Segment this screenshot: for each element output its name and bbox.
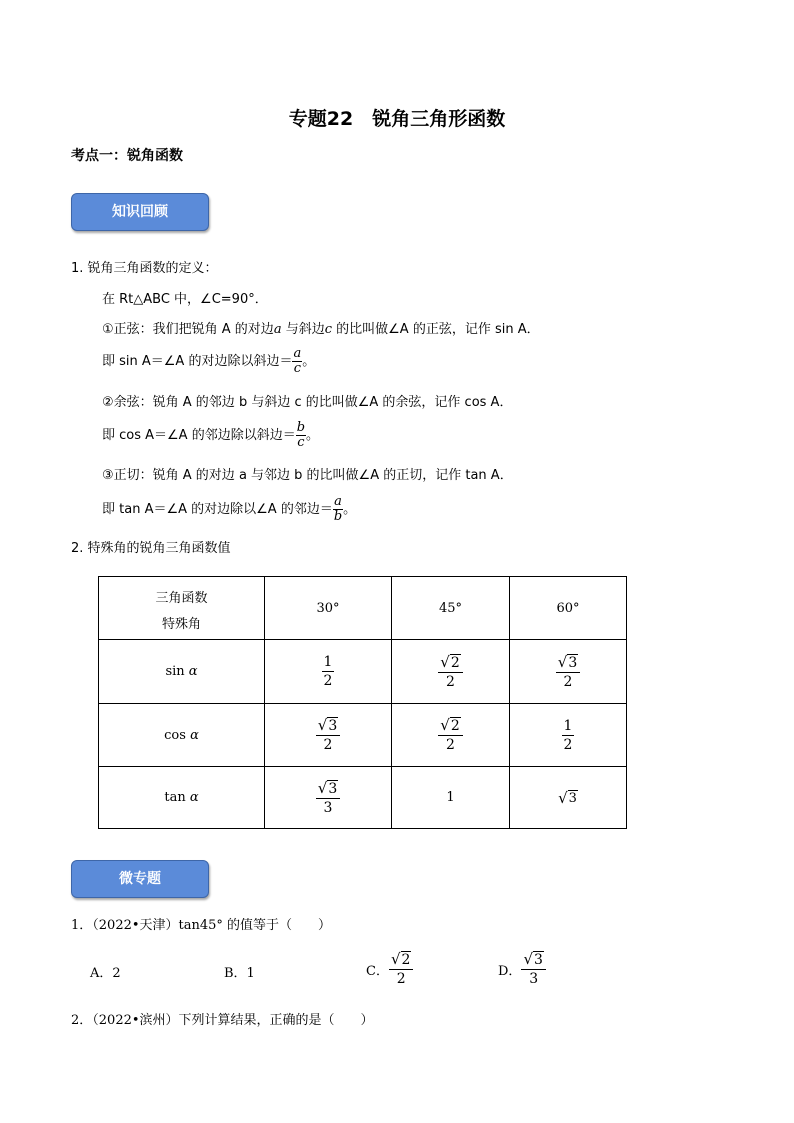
table-cell [510,704,627,767]
q1-option-d: D． √ 3 3 [498,950,546,988]
denominator: 2 [446,673,455,690]
table-cell [510,767,627,829]
radical-sign: √ [440,652,450,671]
table-corner-cell: 三角函数 特殊角 [99,577,265,640]
angle-variable: α [190,727,199,743]
angle-header: 30° [265,577,392,640]
square-root [558,789,578,807]
angle-variable: α [188,664,198,679]
sine-formula: 即 sin A＝∠A 的对边除以斜边＝ $\frac{a}{c}$ 。 [102,346,316,376]
table-cell [392,640,510,704]
table-row-tan [99,767,627,829]
table-cell [265,640,392,704]
table-row-sin [99,640,627,704]
question-2: 2．（2022•滨州）下列计算结果，正确的是（ ） [71,1013,374,1028]
radicand: 3 [328,780,338,797]
fraction [556,653,580,691]
radicand: 3 [568,790,577,806]
tangent-formula: 即 tan A＝∠A 的对边除以∠A 的邻边＝ $\frac{a}{b}$ 。 [102,494,357,524]
numerator [438,653,462,673]
denominator: 2 [563,736,573,753]
numerator [556,653,580,673]
fraction [521,950,545,988]
q1-option-a: A．2 [90,966,121,981]
q1-option-b: B．1 [224,966,255,981]
definition-intro: 在 Rt△ABC 中，∠C=90°． [102,292,268,307]
numerator [438,716,462,736]
question-1: 1．（2022•天津）tan45° 的值等于（ ） [71,918,332,933]
numerator [521,950,545,970]
special-values-heading: 2. 特殊角的锐角三角函数值 [71,541,231,556]
table-cell [265,767,392,829]
radical-sign: √ [523,950,533,968]
square-root [440,653,460,671]
table-row-cos [99,704,627,767]
angle-header: 45° [392,577,510,640]
table-cell [510,640,627,704]
radicand: 2 [450,654,460,671]
fraction-a-over-b: $\frac{a}{b}$ [333,494,343,524]
table-cell [392,704,510,767]
square-root [440,716,460,734]
numerator: 1 [563,717,573,734]
micro-topic-badge: 微专题 [71,860,209,898]
radical-sign: √ [558,788,568,807]
tangent-definition: ③正切：锐角 A 的对边 a 与邻边 b 的比叫做∠A 的正切，记作 tan A． [102,468,513,483]
function-name: sin [165,664,189,679]
square-root [391,950,411,968]
page-title: 专题22 锐角三角形函数 [288,108,506,130]
denominator: 2 [396,971,406,987]
table-cell [265,704,392,767]
fraction [316,716,340,754]
square-root [318,716,338,734]
fraction-a-over-c: $\frac{a}{c}$ [293,346,302,376]
numerator [316,779,340,799]
fraction [438,716,462,754]
numerator: 1 [323,654,333,670]
section-label: 考点一：锐角函数 [71,148,183,164]
radical-sign: √ [557,652,568,671]
knowledge-review-badge: 知识回顾 [71,193,209,231]
radicand: 3 [568,654,578,671]
square-root [523,950,543,968]
radicand: 3 [328,718,338,734]
radical-sign: √ [317,778,328,797]
option-c-fraction [389,950,413,988]
radical-sign: √ [440,716,450,734]
value-text: 1 [446,790,455,805]
square-root [558,653,578,671]
denominator: 3 [323,799,333,816]
fraction-b-over-c: $\frac{b}{c}$ [296,420,306,450]
definition-heading: 1. 锐角三角函数的定义： [71,261,218,276]
fraction [322,653,335,690]
radical-sign: √ [390,950,401,968]
numerator [316,716,340,736]
radicand: 2 [450,718,460,734]
denominator: 2 [563,673,573,690]
angle-variable: α [189,790,199,805]
function-label [99,767,265,829]
special-angle-table [98,576,627,829]
function-name: cos [164,727,191,743]
radicand: 2 [401,952,411,968]
function-label [99,704,265,767]
square-root [318,779,338,797]
cosine-definition: ②余弦：锐角 A 的邻边 b 与斜边 c 的比叫做∠A 的余弦，记作 cos A． [102,395,513,410]
fraction [389,950,413,988]
angle-header: 60° [510,577,627,640]
denominator: 3 [529,971,539,987]
radical-sign: √ [317,716,328,734]
cosine-formula: 即 cos A＝∠A 的邻边除以斜边＝ $\frac{b}{c}$ 。 [102,420,320,450]
fraction [438,653,462,691]
function-label [99,640,265,704]
q1-option-c: C． √ 2 2 [366,950,413,988]
radicand: 3 [534,952,543,968]
denominator: 2 [323,673,333,689]
option-d-fraction [521,950,545,988]
table-cell [392,767,510,829]
numerator [389,950,413,970]
sine-definition: ①正弦：我们把锐角 A 的对边a 与斜边c 的比叫做∠A 的正弦，记作 sin A． [102,322,540,337]
fraction [562,717,575,754]
function-name: tan [164,790,190,805]
denominator: 2 [323,737,333,753]
table-header-row [99,577,627,640]
denominator: 2 [446,737,455,753]
fraction [316,779,340,817]
